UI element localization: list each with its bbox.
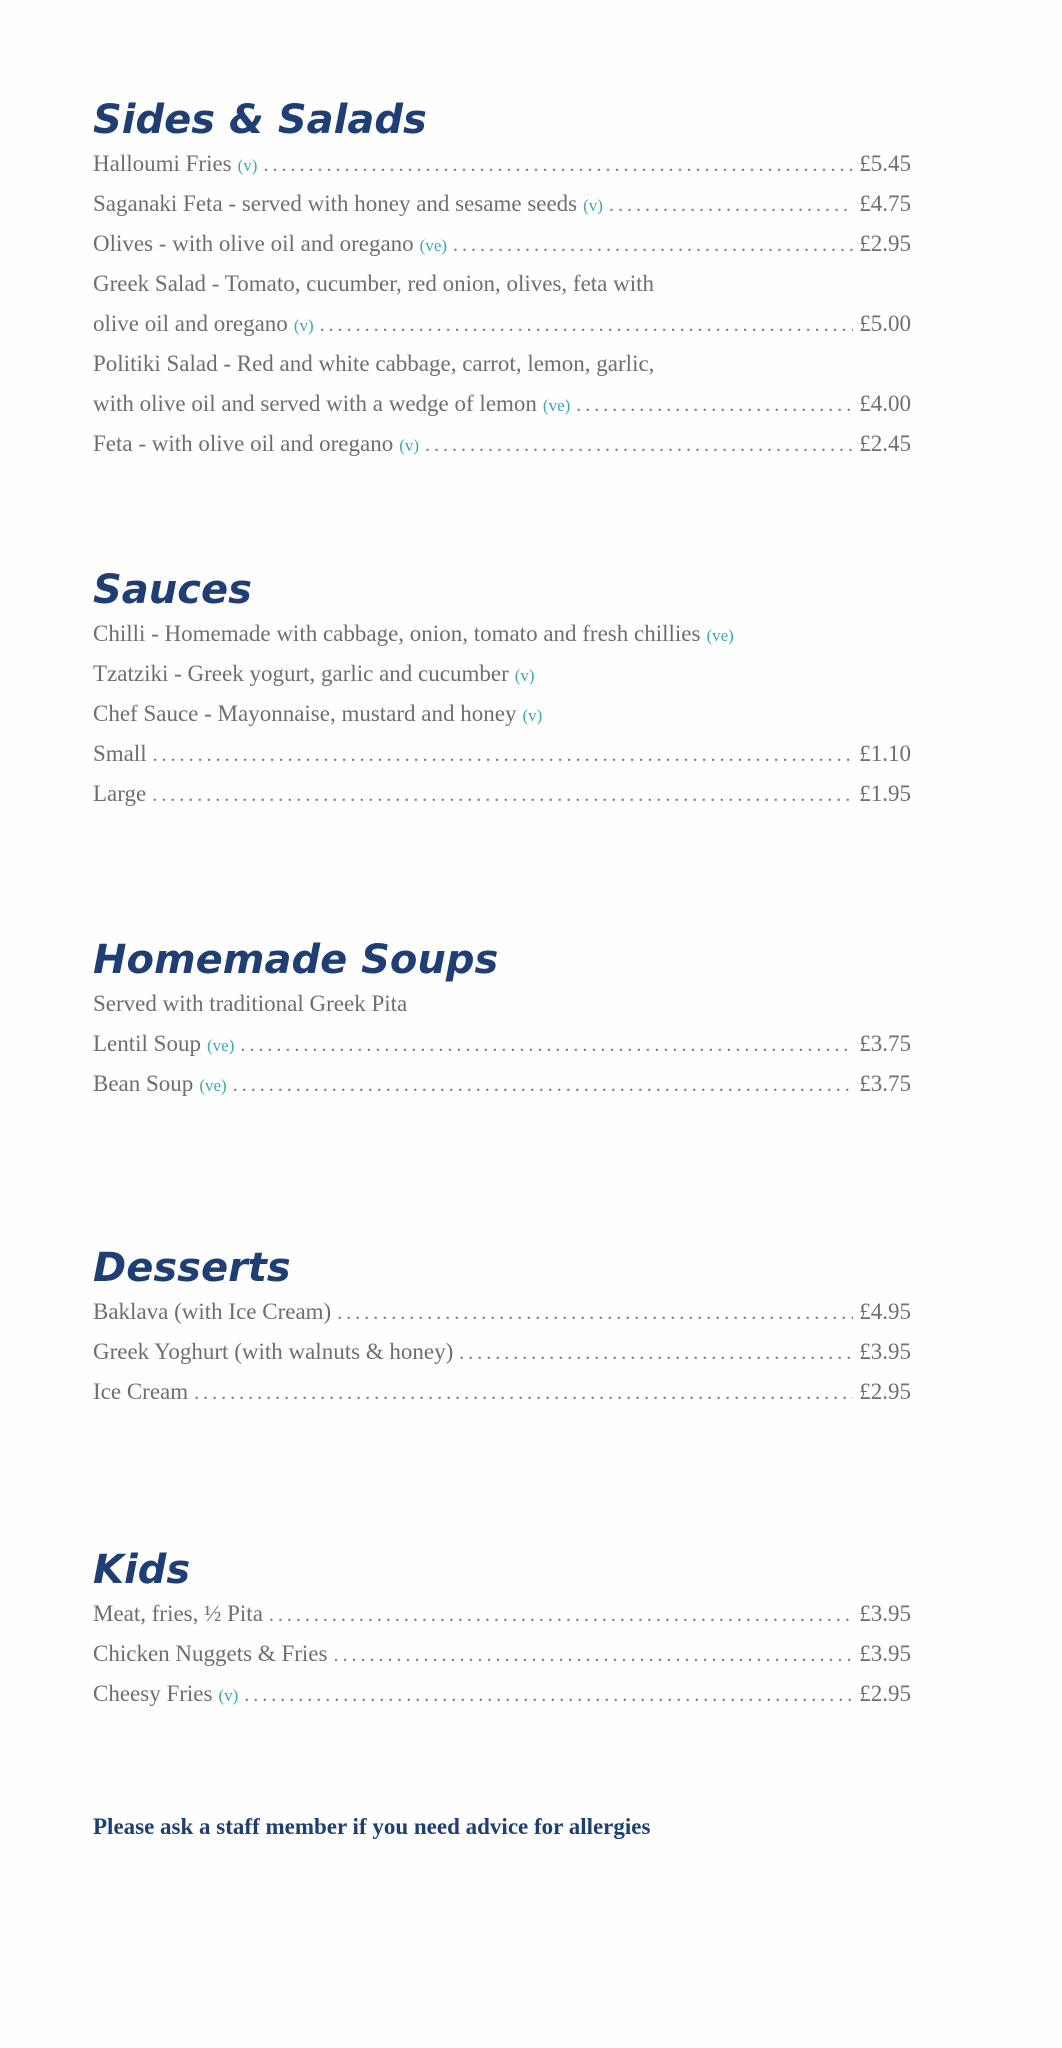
menu-item — [93, 1372, 911, 1412]
section-sides-salads — [93, 96, 911, 464]
dot-leader — [194, 1373, 853, 1413]
section-title: Sauces — [93, 567, 252, 613]
item-name: Bean Soup — [93, 1071, 194, 1096]
item-price: £3.75 — [859, 1031, 911, 1056]
item-price: £2.45 — [859, 431, 911, 456]
dietary-tag: (ve) — [542, 396, 571, 415]
item-name: Lentil Soup — [93, 1031, 201, 1056]
dot-leader — [337, 1293, 853, 1333]
menu-item — [93, 384, 911, 424]
item-price: £4.75 — [859, 191, 911, 216]
item-price: £3.95 — [859, 1641, 911, 1666]
dietary-tag: (v) — [399, 436, 420, 455]
item-price: £5.45 — [859, 151, 911, 176]
item-price: £4.00 — [859, 391, 911, 416]
menu-item — [93, 734, 911, 774]
item-name: olive oil and oregano — [93, 311, 288, 336]
menu-item-description — [93, 614, 911, 654]
section-title: Sides & Salads — [93, 97, 427, 143]
item-name: Served with traditional Greek Pita — [93, 991, 408, 1016]
dietary-tag: (ve) — [706, 626, 734, 645]
item-price: £2.95 — [859, 1681, 911, 1706]
dot-leader — [609, 185, 853, 225]
dietary-tag: (v) — [218, 1686, 239, 1705]
item-name: Feta - with olive oil and oregano — [93, 431, 394, 456]
menu-item — [93, 1594, 911, 1634]
item-price: £4.95 — [859, 1299, 911, 1324]
dot-leader — [320, 305, 854, 345]
menu-item — [93, 1674, 911, 1714]
dot-leader — [152, 775, 853, 815]
item-name: Greek Yoghurt (with walnuts & honey) — [93, 1339, 454, 1364]
menu-item — [93, 1634, 911, 1674]
section-kids — [93, 1546, 911, 1714]
item-price: £3.75 — [859, 1071, 911, 1096]
item-name: with olive oil and served with a wedge of lemon — [93, 391, 537, 416]
dot-leader — [576, 385, 853, 425]
item-name: Meat, fries, ½ Pita — [93, 1601, 263, 1626]
section-desserts — [93, 1244, 911, 1412]
item-price: £2.95 — [859, 1379, 911, 1404]
dot-leader — [453, 225, 853, 265]
menu-item — [93, 774, 911, 814]
section-title: Kids — [93, 1547, 191, 1593]
item-price: £3.95 — [859, 1601, 911, 1626]
menu-item — [93, 224, 911, 264]
dietary-tag: (v) — [522, 706, 543, 725]
menu-item — [93, 424, 911, 464]
item-price: £3.95 — [859, 1339, 911, 1364]
item-list — [93, 614, 911, 814]
menu-item — [93, 184, 911, 224]
section-title: Desserts — [93, 1245, 291, 1291]
allergy-note: Please ask a staff member if you need advice for allergies — [93, 1814, 651, 1839]
dot-leader — [425, 425, 853, 465]
dot-leader — [240, 1025, 853, 1065]
item-price: £1.10 — [859, 741, 911, 766]
menu-item-description — [93, 984, 911, 1024]
section-sauces — [93, 566, 911, 814]
item-list — [93, 1292, 911, 1412]
item-name: Baklava (with Ice Cream) — [93, 1299, 332, 1324]
item-name: Chef Sauce - Mayonnaise, mustard and honey — [93, 701, 517, 726]
dietary-tag: (v) — [583, 196, 603, 215]
item-list — [93, 1594, 911, 1714]
item-name: Tzatziki - Greek yogurt, garlic and cucumber — [93, 661, 509, 686]
item-name: Politiki Salad - Red and white cabbage, carrot, lemon, garlic, — [93, 351, 655, 376]
menu-item-description — [93, 694, 911, 734]
dietary-tag: (ve) — [419, 236, 448, 255]
item-name: Large — [93, 781, 147, 806]
item-name: Cheesy Fries — [93, 1681, 213, 1706]
item-name: Olives - with olive oil and oregano — [93, 231, 414, 256]
dietary-tag: (ve) — [199, 1076, 227, 1095]
menu-item-description — [93, 344, 911, 384]
section-title: Homemade Soups — [93, 937, 499, 983]
dietary-tag: (v) — [237, 156, 258, 175]
menu-item — [93, 144, 911, 184]
item-price: £1.95 — [859, 781, 911, 806]
item-list — [93, 984, 911, 1104]
menu-item — [93, 304, 911, 344]
dot-leader — [153, 735, 854, 775]
dietary-tag: (v) — [293, 316, 314, 335]
item-price: £2.95 — [859, 231, 911, 256]
item-price: £5.00 — [859, 311, 911, 336]
dietary-tag: (ve) — [206, 1036, 235, 1055]
dot-leader — [269, 1595, 853, 1635]
item-name: Small — [93, 741, 147, 766]
menu-item-description — [93, 654, 911, 694]
dot-leader — [263, 145, 853, 185]
menu-item — [93, 1024, 911, 1064]
dot-leader — [244, 1675, 853, 1715]
item-name: Halloumi Fries — [93, 151, 232, 176]
menu-item — [93, 1064, 911, 1104]
menu-item — [93, 1332, 911, 1372]
item-list — [93, 144, 911, 464]
dot-leader — [459, 1333, 853, 1373]
item-name: Chilli - Homemade with cabbage, onion, tomato and fresh chillies — [93, 621, 701, 646]
menu-item — [93, 1292, 911, 1332]
item-name: Chicken Nuggets & Fries — [93, 1641, 328, 1666]
menu-item-description — [93, 264, 911, 304]
item-name: Saganaki Feta - served with honey and sesame seeds — [93, 191, 578, 216]
section-homemade-soups — [93, 936, 911, 1104]
dot-leader — [333, 1635, 853, 1675]
item-name: Greek Salad - Tomato, cucumber, red onion, olives, feta with — [93, 271, 655, 296]
item-name: Ice Cream — [93, 1379, 189, 1404]
dietary-tag: (v) — [514, 666, 535, 685]
dot-leader — [233, 1065, 854, 1105]
